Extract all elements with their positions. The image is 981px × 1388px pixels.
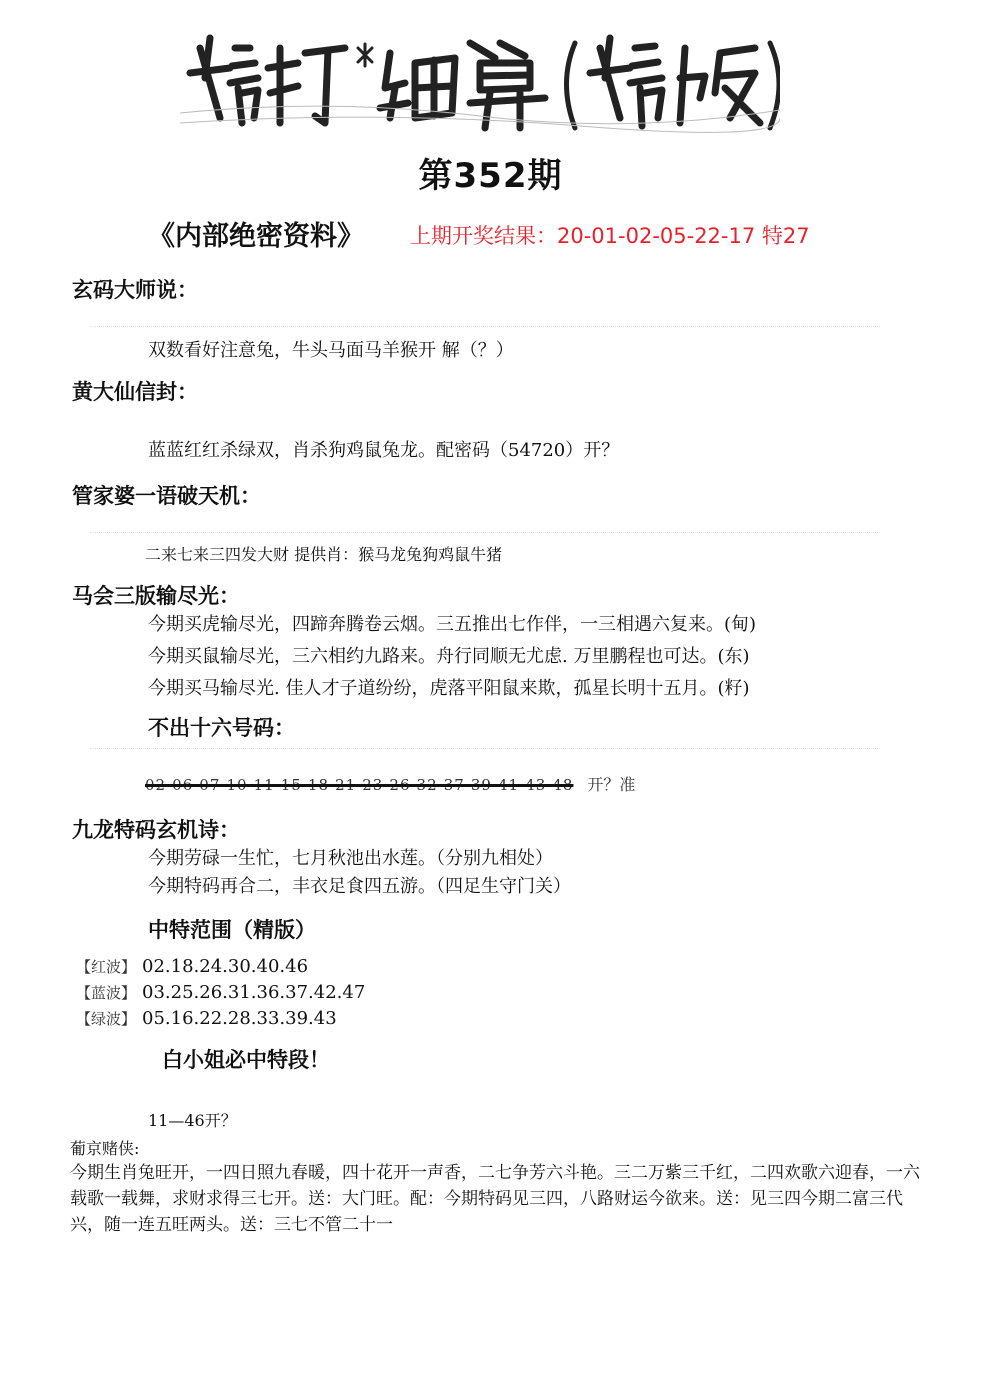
issue-number: 第352期 (418, 156, 563, 196)
wave-values: 05.16.22.28.33.39.43 (142, 1008, 337, 1029)
excluded-numbers (145, 772, 635, 795)
section-title-bushiliu: 不出十六号码： (148, 715, 295, 740)
jiulong-line: 今期特码再合二，丰衣足食四五游。（四足生守门关） (148, 876, 571, 897)
section-title-guanjiapo: 管家婆一语破天机： (72, 483, 261, 508)
xuanma-line: 双数看好注意兔，牛头马面马羊猴开 解（？） (148, 340, 514, 361)
document-subtitle: 《内部绝密资料》 (148, 221, 364, 252)
wave-tag: 【绿波】 (76, 1010, 137, 1028)
huangdaxian-line: 蓝蓝红红杀绿双，肖杀狗鸡鼠兔龙。配密码（54720）开？ (148, 440, 620, 461)
jiulong-line: 今期劳碌一生忙，七月秋池出水莲。（分别九相处） (148, 848, 553, 869)
wave-row-blue (76, 982, 365, 1003)
pujing-paragraph: 今期生肖兔旺开，一四日照九春暖，四十花开一声香，二七争芳六斗艳。三二万紫三千红，二四欢歌六迎春，一六载歌一载舞，求财求得三七开。送：大门旺。配：今期特码见三四，八路财运今欲来。送：见三四今期二富三代兴，随一连五旺两头。送：三七不管二十一 (70, 1163, 920, 1235)
wave-tag: 【蓝波】 (76, 984, 137, 1002)
wave-row-green (76, 1008, 337, 1029)
wave-values: 03.25.26.31.36.37.42.47 (142, 982, 366, 1003)
mahui-line: 今期买马输尽光. 佳人才子道纷纷，虎落平阳鼠来欺，孤星长明十五月。(籽) (148, 678, 750, 699)
excluded-numbers-suffix: 开？准 (587, 775, 636, 794)
section-title-pujing: 葡京赌侠: (70, 1139, 140, 1158)
section-title-baixiaojie: 白小姐必中特段！ (162, 1047, 330, 1072)
divider (90, 748, 880, 749)
wave-values: 02.18.24.30.40.46 (142, 956, 309, 977)
wave-row-red (76, 956, 308, 977)
section-title-mahui: 马会三版输尽光： (72, 583, 240, 608)
guanjiapo-line: 二来七来三四发大财 提供肖：猴马龙兔狗鸡鼠牛猪 (145, 545, 503, 564)
excluded-numbers-list: 02-06-07-10-11-15-18-21-23-26-32-37-39-41-43-48 (145, 776, 574, 794)
divider (90, 532, 880, 533)
baixiaojie-line: 11—46开？ (148, 1111, 237, 1130)
section-title-huangdaxian: 黄大仙信封： (72, 379, 198, 404)
divider (90, 326, 880, 327)
mahui-line: 今期买虎输尽光，四蹄奔腾卷云烟。三五推出七作伴，一三相遇六复来。(甸) (148, 614, 757, 635)
section-title-zhongte: 中特范围（精版） (148, 917, 316, 942)
wave-tag: 【红波】 (76, 958, 137, 976)
masthead-logo (180, 18, 780, 138)
mahui-line: 今期买鼠输尽光，三六相约九路来。舟行同顺无尤虑. 万里鹏程也可达。(东) (148, 646, 750, 667)
last-result: 上期开奖结果：20-01-02-05-22-17 特27 (410, 224, 810, 248)
section-title-xuanma: 玄码大师说： (72, 277, 198, 302)
section-title-jiulong: 九龙特码玄机诗： (72, 817, 240, 842)
